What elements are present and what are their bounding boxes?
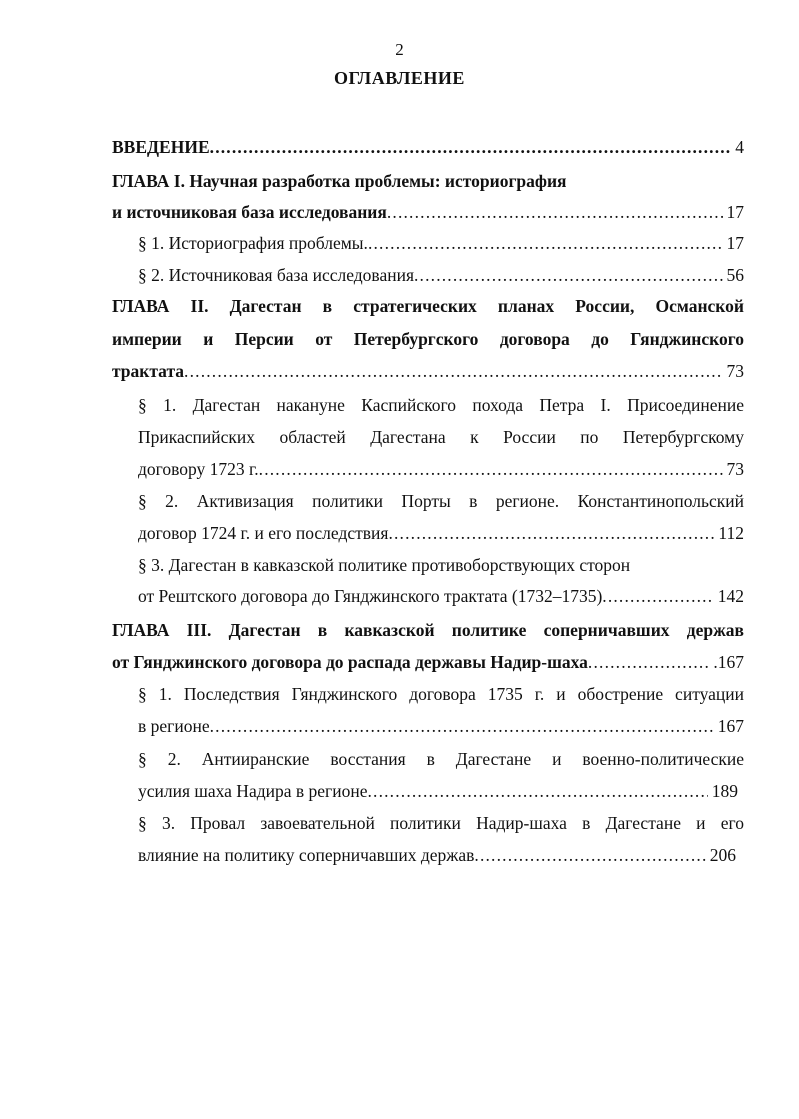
toc-section-2-3-line-2	[138, 583, 744, 609]
leader-dots	[367, 778, 707, 804]
toc-section-2-3-line-1: § 3. Дагестан в кавказской политике противоборствующих сторон	[138, 555, 631, 575]
toc-chapter-2-line-1: ГЛАВА II. Дагестан в стратегических планах России, Османской	[112, 296, 744, 316]
toc-chapter-3-line-2	[112, 649, 744, 675]
toc-entry-intro	[112, 134, 744, 160]
toc-page-number: 112	[718, 523, 744, 543]
toc-page-number: .167	[713, 652, 744, 672]
leader-dots	[387, 199, 723, 225]
leader-dots	[588, 649, 709, 675]
toc-entry-text: от Гянджинского договора до распада державы Надир-шаха	[112, 652, 588, 672]
toc-section-1-2	[138, 262, 744, 288]
toc-section-2-2-line-1: § 2. Активизация политики Порты в регионе. Константинопольский	[138, 491, 744, 511]
toc-entry-text: влияние на политику соперничавших держав	[138, 845, 475, 865]
toc-entry-text: § 1. Историография проблемы.	[138, 233, 368, 253]
toc-section-3-3-line-1: § 3. Провал завоевательной политики Надир-шаха в Дагестане и его	[138, 813, 744, 833]
leader-dots	[368, 230, 723, 256]
toc-entry-text: § 2. Источниковая база исследования	[138, 265, 414, 285]
toc-section-3-1-line-2	[138, 713, 744, 739]
toc-section-3-1-line-1: § 1. Последствия Гянджинского договора 1735 г. и обострение ситуации	[138, 684, 744, 704]
leader-dots	[474, 842, 705, 868]
leader-dots	[210, 134, 732, 160]
toc-entry-text: в регионе	[138, 716, 210, 736]
toc-page-number: 206	[709, 845, 736, 865]
toc-section-2-1-line-1: § 1. Дагестан накануне Каспийского похода Петра I. Присоединение	[138, 395, 744, 415]
leader-dots	[184, 358, 722, 384]
page-number: 2	[395, 40, 404, 59]
toc-chapter-3-line-1: ГЛАВА III. Дагестан в кавказской политике соперничавших держав	[112, 620, 744, 640]
toc-entry-text: усилия шаха Надира в регионе	[138, 781, 368, 801]
toc-section-2-1-line-3	[138, 456, 744, 482]
toc-page-number: 73	[726, 459, 744, 479]
toc-section-3-2-line-1: § 2. Антииранские восстания в Дагестане и военно-политические	[138, 749, 744, 769]
leader-dots	[259, 456, 723, 482]
toc-entry-text: трактата	[112, 361, 185, 381]
toc-page-number: 4	[735, 137, 744, 157]
toc-chapter-1-line-1: ГЛАВА I. Научная разработка проблемы: историография	[112, 171, 567, 191]
toc-chapter-2-line-3	[112, 358, 744, 384]
toc-entry-text: договор 1724 г. и его последствия	[138, 523, 389, 543]
toc-page-number: 17	[726, 233, 744, 253]
toc-entry-text: договору 1723 г.	[138, 459, 259, 479]
toc-entry-text: от Рештского договора до Гянджинского трактата (1732–1735)	[138, 586, 603, 606]
toc-section-2-2-line-2	[138, 520, 744, 546]
toc-page-number: 189	[711, 781, 738, 801]
leader-dots	[602, 583, 713, 609]
toc-page-number: 73	[726, 361, 744, 381]
toc-page-number: 56	[726, 265, 744, 285]
toc-chapter-2-line-2: империи и Персии от Петербургского договора до Гянджинского	[112, 329, 744, 349]
toc-entry-text: ВВЕДЕНИЕ	[112, 137, 210, 157]
toc-section-3-2-line-2	[138, 778, 738, 804]
toc-page-number: 167	[717, 716, 744, 736]
toc-section-1-1	[138, 230, 744, 256]
toc-chapter-1-line-2	[112, 199, 744, 225]
leader-dots	[414, 262, 723, 288]
toc-section-3-3-line-2	[138, 842, 736, 868]
toc-entry-text: и источниковая база исследования	[112, 202, 387, 222]
toc-section-2-1-line-2: Прикаспийских областей Дагестана к России по Петербургскому	[138, 427, 744, 447]
toc-page-number: 17	[726, 202, 744, 222]
leader-dots	[388, 520, 714, 546]
toc-page-number: 142	[717, 586, 744, 606]
leader-dots	[210, 713, 714, 739]
toc-title: ОГЛАВЛЕНИЕ	[334, 68, 465, 88]
